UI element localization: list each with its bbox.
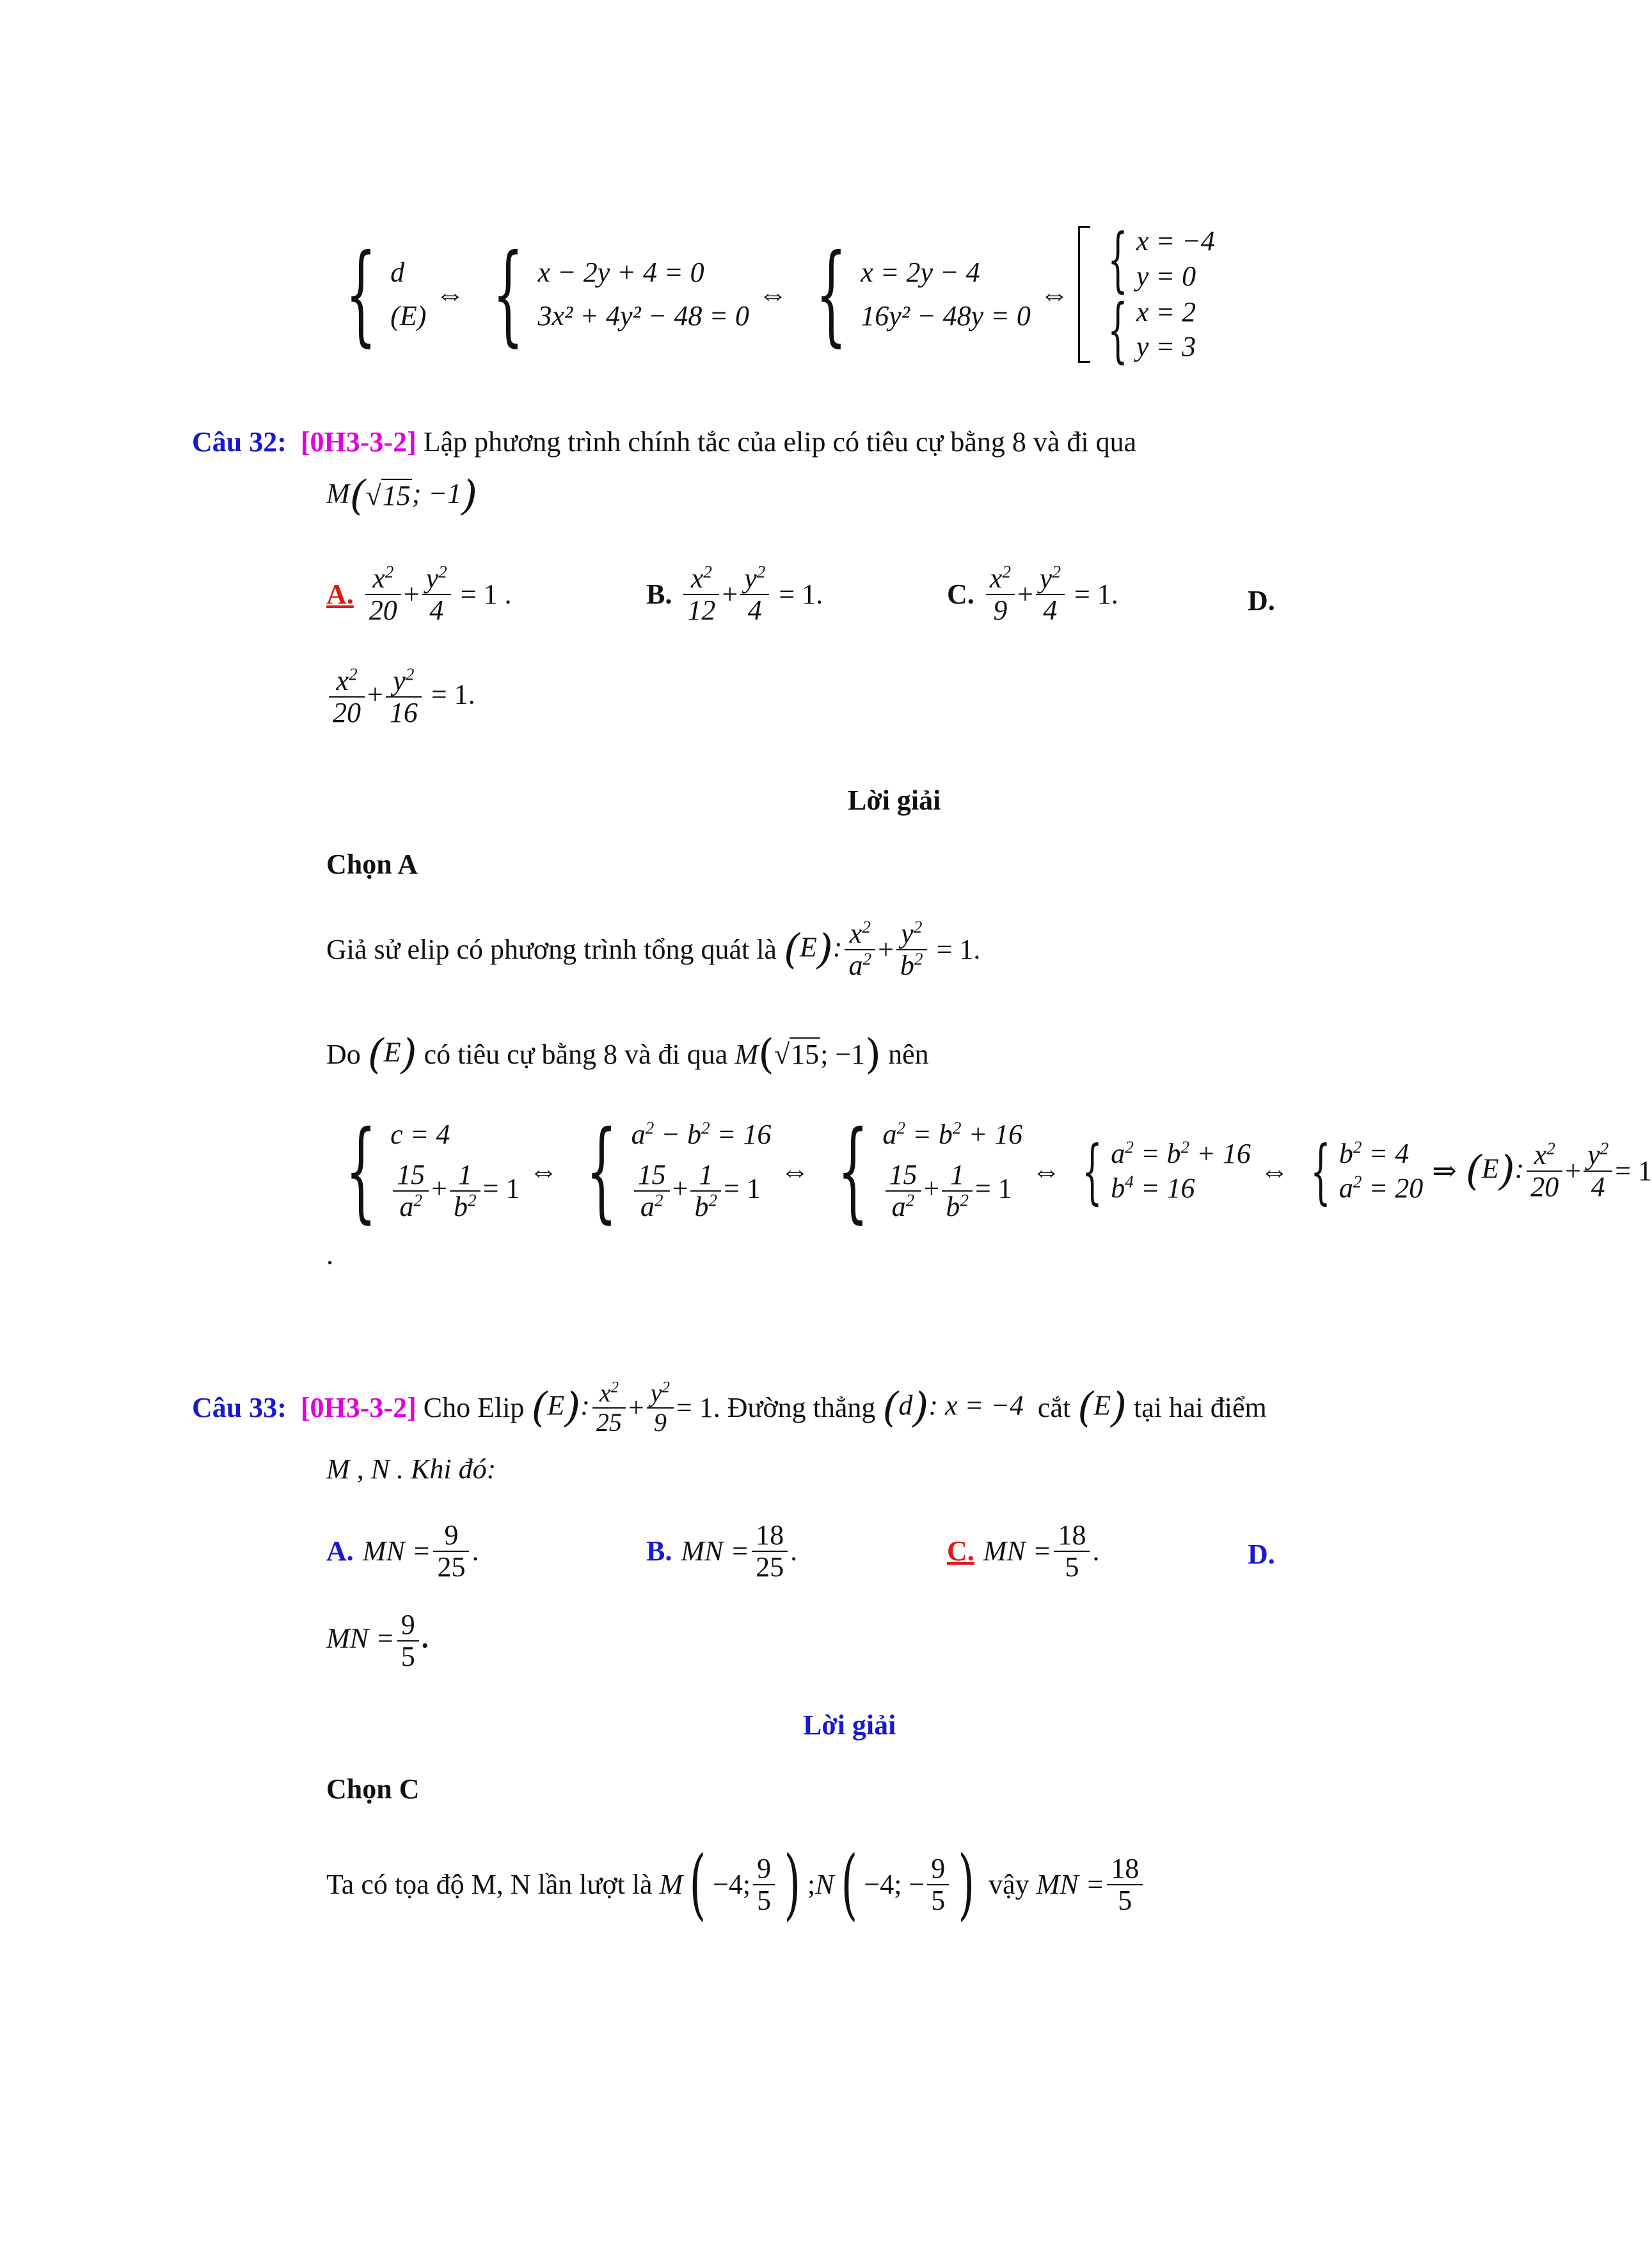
q32-solution-title: Lời giải: [848, 785, 941, 816]
q33-option-c[interactable]: C. MN = $\frac{18}{5}$ .: [947, 1519, 1100, 1583]
system-substituted: { x − 2y + 4 = 0 3x² + 4y² − 48 = 0: [493, 231, 750, 358]
solution-set: { x = −4 y = 0 { x = 2 y = 3: [1078, 226, 1215, 363]
system-line: 3x² + 4y² − 48 = 0: [537, 300, 750, 332]
system-line: d: [390, 256, 405, 288]
q32-equation-chain: { c = 4 $\frac{15}{a^2}$ + $\frac{1}{b^2}$ = 1 ⇔ { $a^2 - b^2 = 16$ $\frac{15}{a^2}$ + $\frac{1}{b^2}$ = 1 ⇔ { $a^2 = b^2 + 16$ $\frac{15}{a^2}$ + $\frac{1}{b^2}$ = 1 ⇔ { $a^2 = b^2 + 16$ $b^4 = 16$ ⇔ { $b^2 = 4$ $a^2 = 20$ ⇒ (E): $\frac{x^2}{20}$ + $\frac{y^2}{4}$ = 1: [345, 1107, 1652, 1234]
solution-line: y = 3: [1136, 331, 1196, 363]
equivalence-symbol: ⇔: [435, 277, 465, 310]
trailing-dot: .: [326, 1239, 333, 1270]
q32-option-c[interactable]: C. $\frac{x^2}{9}$ + $\frac{y^2}{4}$ = 1.: [947, 562, 1118, 627]
option-label: C.: [947, 1535, 974, 1567]
option-label: B.: [646, 579, 672, 611]
solution-text: Giả sử elip có phương trình tổng quát là: [326, 933, 777, 965]
question-tag: [0H3-3-2]: [300, 426, 417, 458]
q32-solution-line2: Do (E) có tiêu cự bằng 8 và đi qua M ( √15 ; −1 ) nên: [326, 1031, 929, 1079]
equivalence-symbol: ⇔: [1039, 277, 1069, 310]
q33-option-d-eq: MN = $\frac{9}{5}$ .: [326, 1609, 429, 1673]
q32-option-b[interactable]: B. $\frac{x^2}{12}$ + $\frac{y^2}{4}$ = 1.: [646, 562, 823, 627]
q32-option-d-eq: $\frac{x^2}{20}$ + $\frac{y^2}{16}$ = 1.: [326, 666, 475, 729]
system-line: 16y² − 48y = 0: [861, 300, 1031, 332]
equivalence-symbol: ⇔: [758, 277, 788, 310]
option-label: A.: [326, 579, 354, 611]
q33-text-cont: M , N . Khi đó:: [326, 1453, 496, 1485]
top-equation-system: [326, 192, 1215, 397]
question-tag: [0H3-3-2]: [300, 1391, 417, 1423]
q33-header: Câu 33: [0H3-3-2] Cho Elip (E): $\frac{x^2}{25}$ + $\frac{y^2}{9}$ = 1 . Đường thẳng (d): x = −4 cắt (E) tại hai điểm: [192, 1378, 1267, 1437]
q32-option-a[interactable]: A. $\frac{x^2}{20}$ + $\frac{y^2}{4}$ = 1 .: [326, 562, 512, 627]
option-label: D.: [1248, 585, 1275, 616]
solution-line: x = 2: [1136, 296, 1196, 328]
q33-solution-title: Lời giải: [803, 1709, 896, 1741]
q32-choice: Chọn A: [326, 849, 418, 880]
q33-option-d[interactable]: [1248, 1539, 1275, 1570]
system-line: (E): [390, 300, 427, 332]
q33-choice: Chọn C: [326, 1773, 420, 1805]
q32-point: M(√15; −1): [326, 472, 478, 520]
q32-solution-line1: Giả sử elip có phương trình tổng quát là (E): $\frac{x^2}{a^2}$ + $\frac{y^2}{b^2}$ = 1.: [326, 917, 981, 982]
q32-header: [192, 426, 1136, 459]
system-line: x − 2y + 4 = 0: [537, 256, 704, 288]
system-line: x = 2y − 4: [861, 256, 980, 288]
system-d-e: { d (E): [345, 231, 427, 358]
q33-option-a[interactable]: A. MN = $\frac{9}{25}$ .: [326, 1519, 479, 1583]
option-label: A.: [326, 1535, 354, 1567]
solution-line: x = −4: [1136, 225, 1215, 257]
system-reduced: { x = 2y − 4 16y² − 48y = 0: [815, 231, 1031, 358]
q32-option-d[interactable]: [1248, 586, 1275, 616]
q33-option-b[interactable]: B. MN = $\frac{18}{25}$ .: [646, 1519, 798, 1583]
option-label: D.: [1248, 1538, 1275, 1570]
option-label: C.: [947, 579, 974, 611]
question-number: Câu 33:: [192, 1391, 287, 1423]
solution-line: y = 0: [1136, 260, 1196, 292]
question-number: Câu 32:: [192, 426, 287, 458]
q33-solution-line1: Ta có tọa độ M, N lần lượt là M ( −4; $\frac{9}{5}$ ) ; N ( −4; − $\frac{9}{5}$ ) vậy MN = $\frac{18}{5}$: [326, 1840, 1145, 1929]
question-text: Lập phương trình chính tắc của elip có tiêu cự bằng 8 và đi qua: [423, 426, 1137, 458]
option-label: B.: [646, 1535, 672, 1567]
